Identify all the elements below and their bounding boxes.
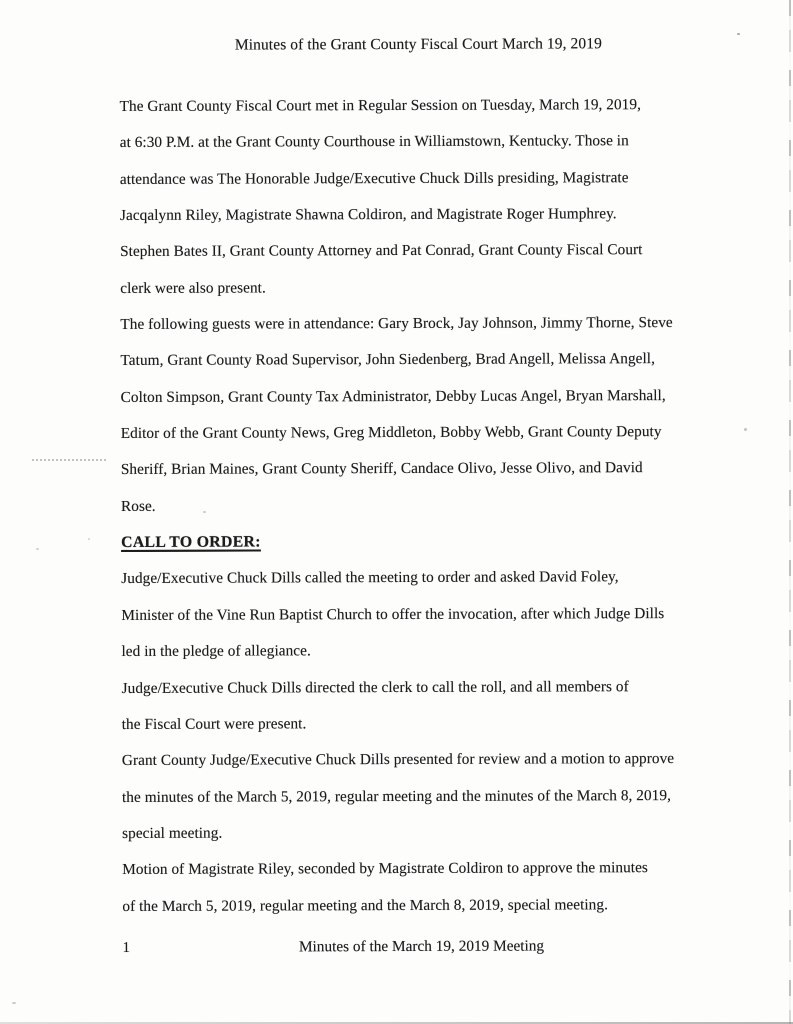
document-line: Minister of the Vine Run Baptist Church to offer the invocation, after which Judge Dills (121, 604, 665, 624)
document-line: at 6:30 P.M. at the Grant County Courthouse in Williamstown, Kentucky. Those in (119, 132, 629, 152)
footer-title: Minutes of the March 19, 2019 Meeting (298, 937, 545, 956)
scan-artifact-speck (737, 33, 740, 35)
document-line: the minutes of the March 5, 2019, regular meeting and the minutes of the March 8, 2019, (121, 786, 671, 806)
document-line: Jacqalynn Riley, Magistrate Shawna Coldiron, and Magistrate Roger Humphrey. (119, 205, 617, 224)
scan-artifact-speck (203, 511, 206, 513)
document-body (120, 87, 703, 925)
scan-artifact-margin-dots (32, 459, 106, 461)
scan-artifact-speck (744, 428, 747, 431)
page-number: 1 (122, 939, 131, 956)
document-line: attendance was The Honorable Judge/Executive Chuck Dills presiding, Magistrate (119, 168, 629, 188)
scan-artifact-speck (36, 548, 39, 550)
document-line: of the March 5, 2019, regular meeting and the March 8, 2019, special meeting. (122, 895, 608, 915)
document-line: Editor of the Grant County News, Greg Middleton, Bobby Webb, Grant County Deputy (120, 423, 662, 443)
document-line: Motion of Magistrate Riley, seconded by Magistrate Coldiron to approve the minutes (122, 859, 648, 879)
document-line: special meeting. (122, 824, 223, 842)
scan-artifact-speck (12, 1002, 16, 1004)
scan-artifact-speck (88, 538, 90, 540)
document-line: led in the pledge of allegiance. (121, 642, 311, 661)
document-line: Rose. (120, 497, 156, 515)
document-line: Sheriff, Brian Maines, Grant County Sheriff, Candace Olivo, Jesse Olivo, and David (120, 459, 643, 479)
document-line: clerk were also present. (120, 279, 266, 297)
document-line: Judge/Executive Chuck Dills directed the clerk to call the roll, and all members of (121, 677, 629, 697)
document-line: The Grant County Fiscal Court met in Regular Session on Tuesday, March 19, 2019, (119, 96, 641, 115)
section-heading: CALL TO ORDER: (121, 533, 261, 552)
document-title: Minutes of the Grant County Fiscal Court March 19, 2019 (234, 35, 602, 54)
document-line: Colton Simpson, Grant County Tax Administrator, Debby Lucas Angel, Bryan Marshall, (120, 386, 666, 406)
document-line: Judge/Executive Chuck Dills called the meeting to order and asked David Foley, (121, 568, 619, 588)
document-line: Tatum, Grant County Road Supervisor, John Siedenberg, Brad Angell, Melissa Angell, (120, 350, 655, 370)
document-line: Grant County Judge/Executive Chuck Dills presented for review and a motion to approve (121, 750, 675, 770)
scan-artifact-right-edge-line (789, 0, 791, 1024)
document-line: Stephen Bates II, Grant County Attorney and Pat Conrad, Grant County Fiscal Court (120, 241, 643, 261)
document-line: the Fiscal Court were present. (121, 715, 307, 733)
document-line: The following guests were in attendance: Gary Brock, Jay Johnson, Jimmy Thorne, Steve (120, 314, 673, 334)
